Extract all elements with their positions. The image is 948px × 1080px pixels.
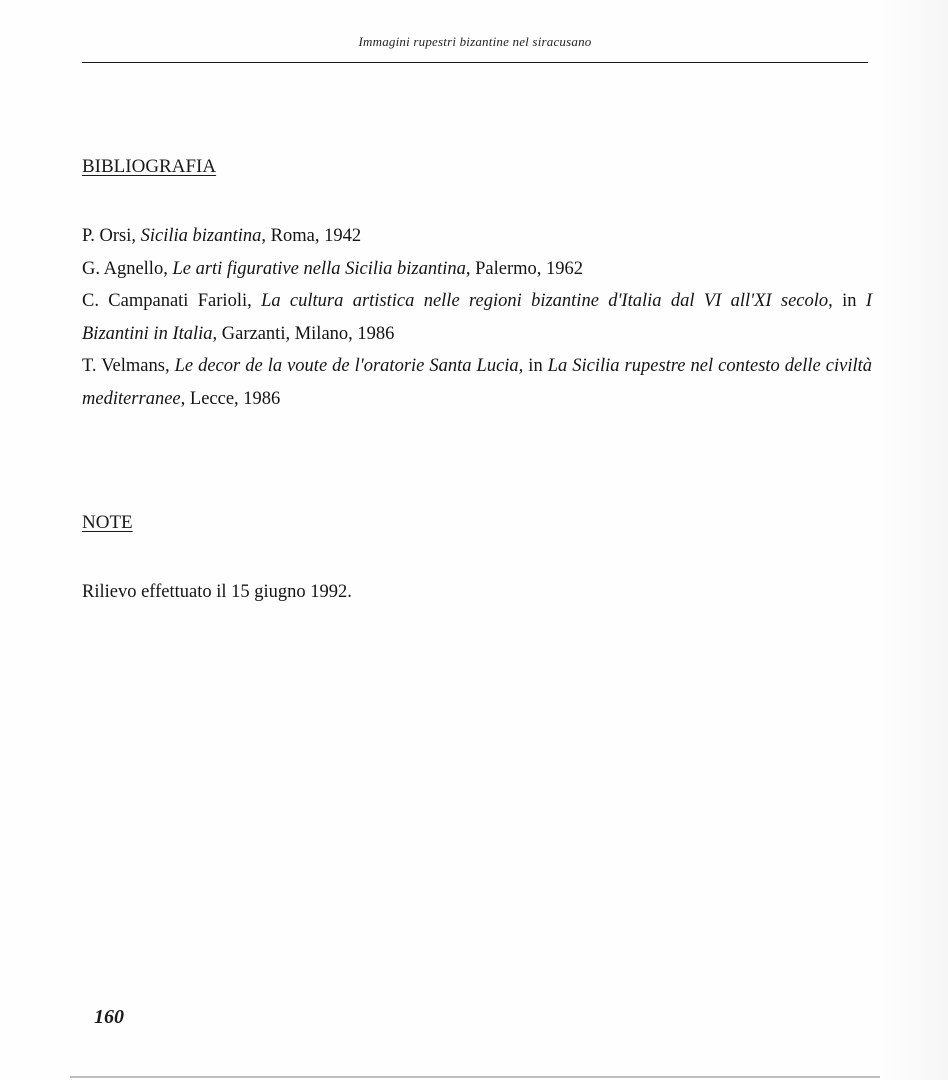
entry-publication: , Palermo, 1962 — [465, 258, 584, 279]
bibliography-entry — [82, 220, 872, 253]
bibliography-list — [82, 220, 872, 415]
entry-author: C. Campanati Farioli, — [82, 291, 262, 311]
entry-title: Sicilia bizantina — [140, 226, 262, 246]
entry-volume-title: La Sicilia rupestre nel contesto delle civiltà mediterranee — [82, 356, 872, 409]
bibliography-entry — [82, 350, 872, 415]
running-header: Immagini rupestri bizantine nel siracusano — [358, 34, 592, 49]
entry-volume-title: I Bizantini in Italia — [82, 291, 873, 344]
entry-author: P. Orsi, — [82, 226, 141, 246]
entry-connector: , in — [828, 291, 866, 311]
entry-author: G. Agnello, — [82, 258, 173, 279]
entry-title: Le arti figurative nella Sicilia bizantina — [172, 258, 466, 279]
note-text: Rilievo effettuato il 15 giugno 1992. — [82, 582, 352, 602]
entry-author: T. Velmans, — [82, 356, 175, 376]
page-number: 160 — [94, 1006, 124, 1028]
entry-publication: , Roma, 1942 — [261, 226, 362, 246]
header-rule — [82, 62, 868, 63]
entry-publication: , Garzanti, Milano, 1986 — [212, 323, 395, 344]
bibliography-entry — [82, 253, 872, 286]
note-heading: NOTE — [82, 512, 133, 533]
entry-title: La cultura artistica nelle regioni bizantine d'Italia dal VI all'XI secolo — [261, 291, 829, 311]
bibliography-heading: BIBLIOGRAFIA — [82, 156, 217, 177]
entry-connector: in — [523, 356, 548, 376]
page-bottom-edge — [70, 1076, 880, 1078]
entry-publication: , Lecce, 1986 — [180, 388, 281, 409]
page-edge-shadow — [880, 0, 948, 1080]
bibliography-entry — [82, 285, 872, 350]
entry-title: Le decor de la voute de l'oratorie Santa Lucia, — [174, 356, 524, 376]
